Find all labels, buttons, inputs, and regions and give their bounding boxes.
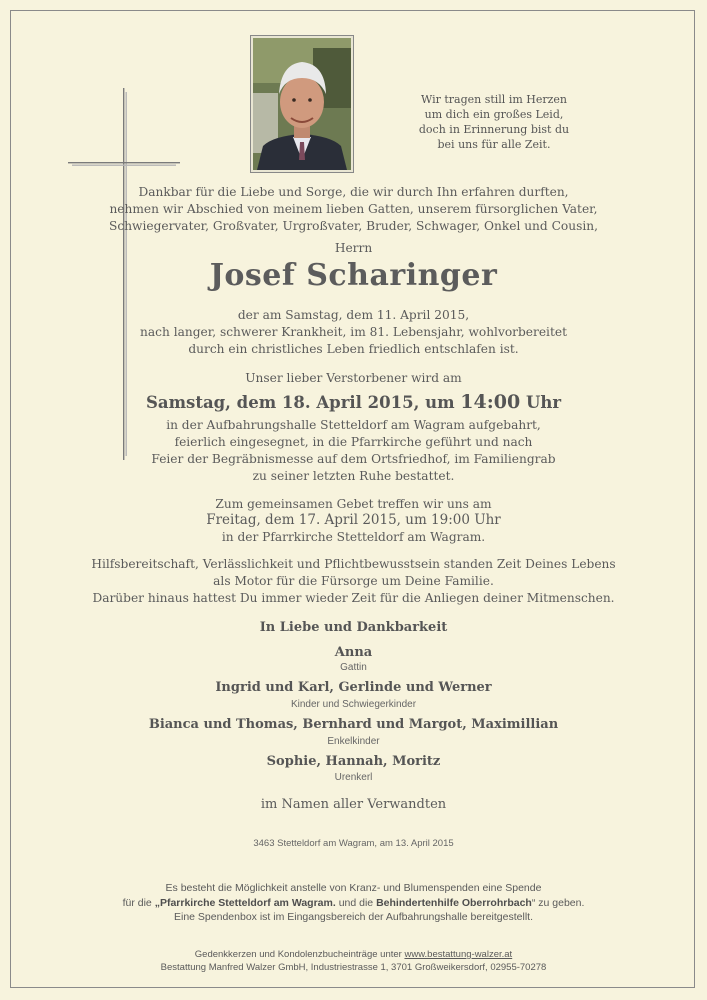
tribute-text: [0, 556, 707, 607]
funeral-date: [0, 391, 707, 413]
donation-charity: Behindertenhilfe Oberrohrbach: [376, 896, 532, 909]
donation-line: Es besteht die Möglichkeit anstelle von Kranz- und Blumenspenden eine Spende: [165, 882, 542, 894]
mourner-names: Sophie, Hannah, Moritz: [266, 754, 441, 769]
poem-line: doch in Erinnerung bist du: [418, 123, 570, 136]
mourner-role: Enkelkinder: [327, 736, 380, 747]
mourner-role: Kinder und Schwiegerkinder: [290, 699, 417, 710]
mourner-names: Bianca und Thomas, Bernhard und Margot, Maximillian: [148, 717, 559, 732]
mourner-role: Gattin: [340, 662, 367, 673]
intro-line: Schwiegervater, Großvater, Urgroßvater, Bruder, Schwager, Onkel und Cousin,: [109, 219, 598, 233]
intro-line: nehmen wir Abschied von meinem lieben Gatten, unserem fürsorglichen Vater,: [109, 202, 598, 216]
funeral-detail-line: Feier der Begräbnismesse auf dem Ortsfriedhof, im Familiengrab: [151, 452, 556, 466]
death-line: nach langer, schwerer Krankheit, im 81. Lebensjahr, wohlvorbereitet: [140, 325, 567, 339]
funeral-details: [0, 417, 707, 485]
funeral-time: 14:00: [460, 391, 521, 413]
death-notice: [0, 307, 707, 358]
donation-pre: für die: [122, 896, 155, 909]
intro-text: [0, 184, 707, 235]
tribute-line: Hilfsbereitschaft, Verlässlichkeit und Pflichtbewusstsein standen Zeit Deines Lebens: [91, 557, 616, 571]
condolence-text: Gedenkkerzen und Kondolenzbucheinträge unter: [194, 949, 405, 960]
salutation: Herrn: [334, 241, 373, 255]
mourner-role: Urenkerl: [334, 772, 373, 783]
poem-line: bei uns für alle Zeit.: [437, 138, 551, 151]
deceased-name: Josef Scharinger: [209, 258, 498, 293]
website-link[interactable]: www.bestattung-walzer.at: [404, 949, 513, 960]
tribute-line: als Motor für die Fürsorge um Deine Familie.: [213, 574, 494, 588]
poem-line: um dich ein großes Leid,: [424, 108, 564, 121]
relatives-line: im Namen aller Verwandten: [260, 797, 447, 812]
donation-church: „Pfarrkirche Stetteldorf am Wagram.: [154, 896, 336, 909]
donation-post: “ zu geben.: [531, 896, 585, 909]
memorial-poem: [404, 92, 584, 152]
prayer-intro: Zum gemeinsamen Gebet treffen wir uns am: [215, 497, 492, 511]
funeral-date-text: Samstag, dem 18. April 2015, um: [145, 393, 455, 412]
funeral-intro: Unser lieber Verstorbener wird am: [245, 371, 462, 385]
funeral-detail-line: zu seiner letzten Ruhe bestattet.: [252, 469, 455, 483]
portrait-photo: [250, 35, 354, 173]
poem-line: Wir tragen still im Herzen: [420, 93, 568, 106]
donation-mid: und die: [335, 896, 377, 909]
donation-line: Eine Spendenbox ist im Eingangsbereich der Aufbahrungshalle bereitgestellt.: [174, 911, 533, 923]
funeral-home-address: Bestattung Manfred Walzer GmbH, Industriestrasse 1, 3701 Großweikersdorf, 02955-70278: [160, 962, 547, 973]
prayer-date: Freitag, dem 17. April 2015, um 19:00 Uhr: [206, 512, 501, 528]
mourner-names: Anna: [334, 645, 373, 660]
place-date: 3463 Stetteldorf am Wagram, am 13. April 2015: [253, 838, 454, 849]
donation-line: [0, 896, 707, 911]
portrait-image: [253, 38, 351, 170]
death-line: durch ein christliches Leben friedlich entschlafen ist.: [188, 342, 519, 356]
prayer-place: in der Pfarrkirche Stetteldorf am Wagram.: [221, 530, 486, 544]
funeral-detail-line: feierlich eingesegnet, in die Pfarrkirche geführt und nach: [174, 435, 533, 449]
funeral-detail-line: in der Aufbahrungshalle Stetteldorf am Wagram aufgebahrt,: [166, 418, 541, 432]
intro-line: Dankbar für die Liebe und Sorge, die wir durch Ihn erfahren durften,: [138, 185, 569, 199]
funeral-time-unit: Uhr: [525, 393, 562, 412]
funeral-home-footer: [0, 948, 707, 974]
condolence-line: [0, 948, 707, 961]
death-line: der am Samstag, dem 11. April 2015,: [237, 308, 470, 322]
donation-notice: [0, 881, 707, 925]
closing-words: In Liebe und Dankbarkeit: [259, 620, 448, 635]
mourner-names: Ingrid und Karl, Gerlinde und Werner: [215, 680, 492, 695]
tribute-line: Darüber hinaus hattest Du immer wieder Zeit für die Anliegen deiner Mitmenschen.: [92, 591, 615, 605]
